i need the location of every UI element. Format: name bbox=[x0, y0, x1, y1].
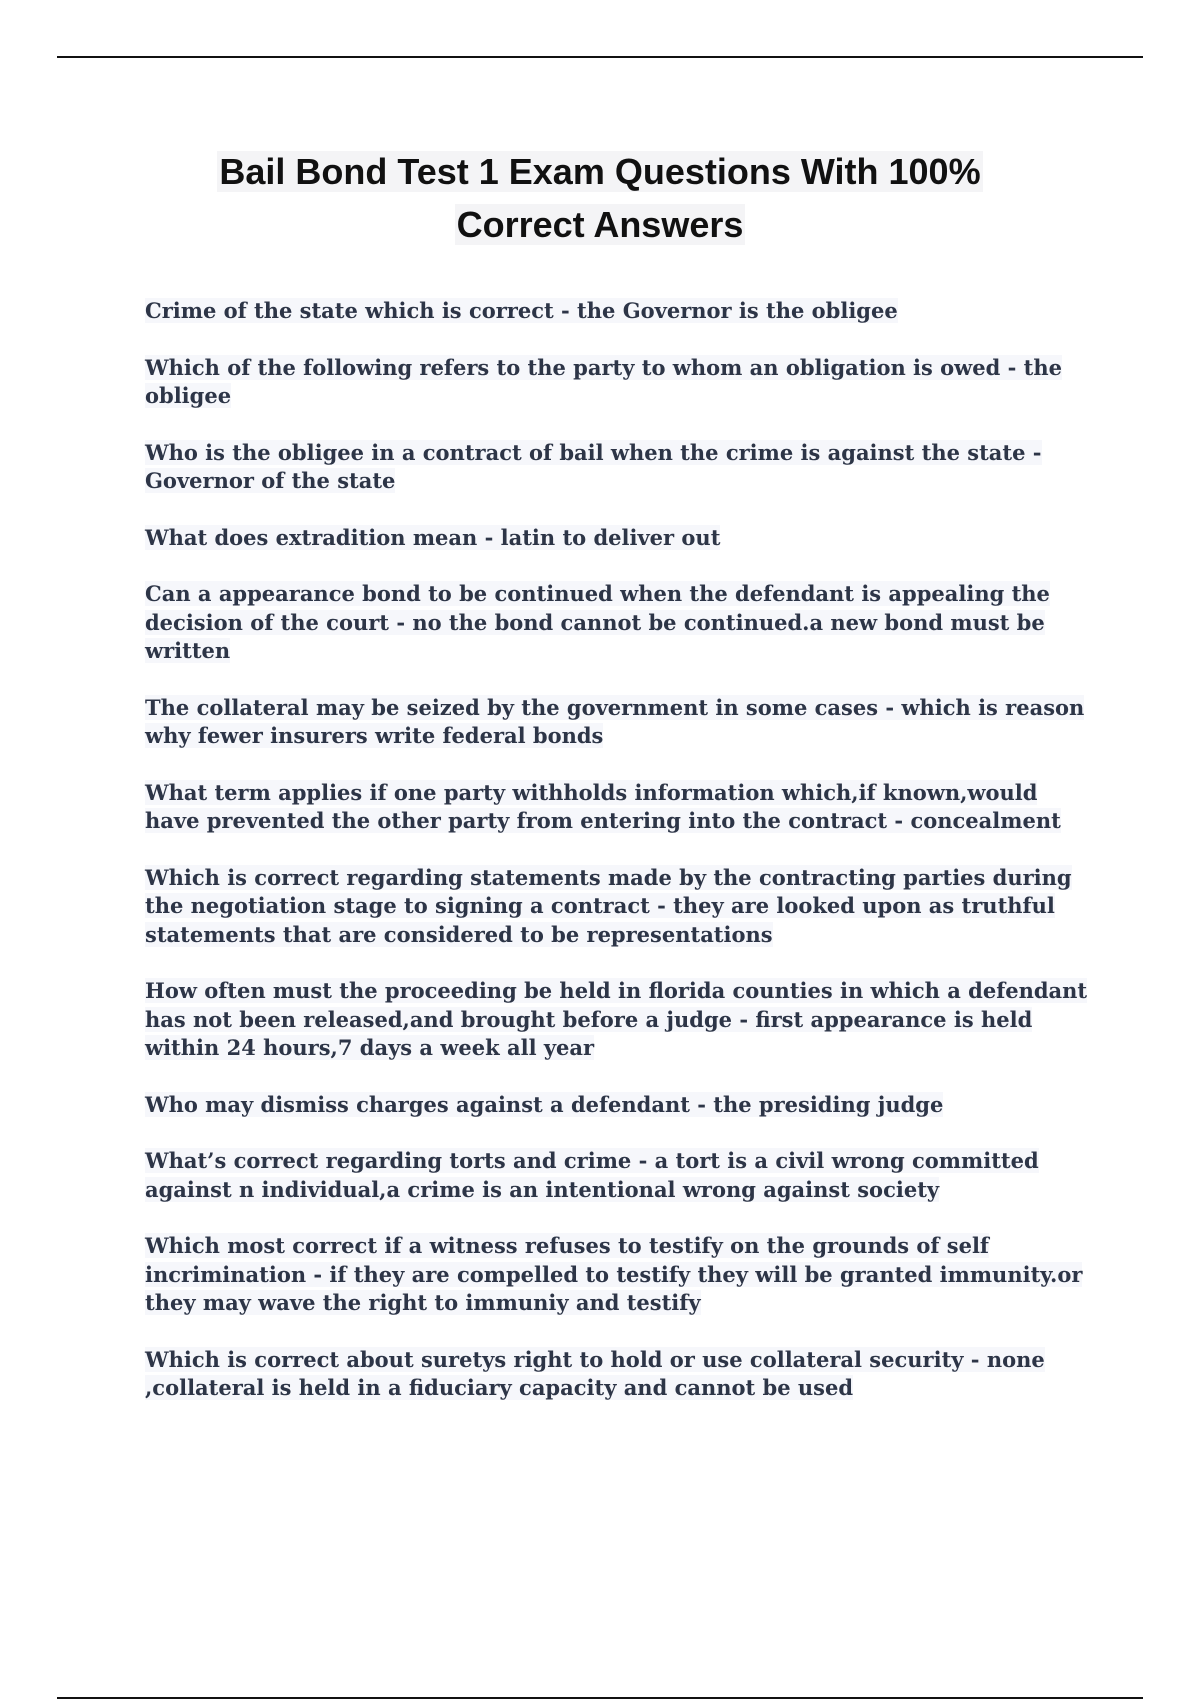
qa-item bbox=[145, 864, 1090, 950]
qa-text: What’s correct regarding torts and crime - a tort is a civil wrong committed against n individual,a crime is an intentional wrong against society bbox=[145, 1148, 1039, 1202]
top-rule bbox=[57, 56, 1143, 58]
title-line-2: Correct Answers bbox=[456, 204, 744, 245]
qa-text: Who may dismiss charges against a defendant - the presiding judge bbox=[145, 1091, 944, 1117]
qa-text: Which most correct if a witness refuses to testify on the grounds of self incrimination - if they are compelled to testify they will be granted immunity.or they may wave the right to immuniy and testify bbox=[145, 1233, 1083, 1315]
qa-item bbox=[145, 694, 1090, 751]
qa-text: Can a appearance bond to be continued when the defendant is appealing the decision of the court - no the bond cannot be continued.a new bond must be written bbox=[145, 581, 1050, 663]
qa-item bbox=[145, 297, 1090, 326]
qa-text: Which of the following refers to the party to whom an obligation is owed - the obligee bbox=[145, 354, 1062, 408]
qa-item bbox=[145, 524, 1090, 553]
qa-item bbox=[145, 1091, 1090, 1120]
qa-item bbox=[145, 1346, 1090, 1403]
qa-text: Which is correct regarding statements made by the contracting parties during the negotiation stage to signing a contract - they are looked upon as truthful statements that are considered to be representations bbox=[145, 864, 1072, 947]
qa-item bbox=[145, 977, 1090, 1063]
qa-text: Which is correct about suretys right to hold or use collateral security - none ,collateral is held in a fiduciary capacity and cannot be used bbox=[145, 1346, 1045, 1400]
qa-item bbox=[145, 439, 1090, 496]
qa-text: What does extradition mean - latin to deliver out bbox=[145, 524, 721, 550]
qa-item bbox=[145, 779, 1090, 836]
title-line-1: Bail Bond Test 1 Exam Questions With 100% bbox=[219, 151, 981, 192]
qa-text: How often must the proceeding be held in florida counties in which a defendant has not been released,and brought before a judge - first appearance is held within 24 hours,7 days a week all year bbox=[145, 978, 1088, 1060]
question-answer-list bbox=[145, 297, 1090, 1431]
qa-item bbox=[145, 1232, 1090, 1318]
qa-text: The collateral may be seized by the government in some cases - which is reason why fewer insurers write federal bonds bbox=[145, 694, 1085, 748]
qa-text: Who is the obligee in a contract of bail when the crime is against the state - Governor of the state bbox=[145, 439, 1042, 493]
qa-item bbox=[145, 1147, 1090, 1204]
qa-item bbox=[145, 354, 1090, 411]
qa-item bbox=[145, 580, 1090, 666]
page-title bbox=[100, 145, 1100, 251]
qa-text: Crime of the state which is correct - the Governor is the obligee bbox=[145, 298, 898, 323]
bottom-rule bbox=[57, 1697, 1143, 1699]
qa-text: What term applies if one party withholds information which,if known,would have prevented the other party from entering into the contract - concealment bbox=[145, 779, 1061, 833]
